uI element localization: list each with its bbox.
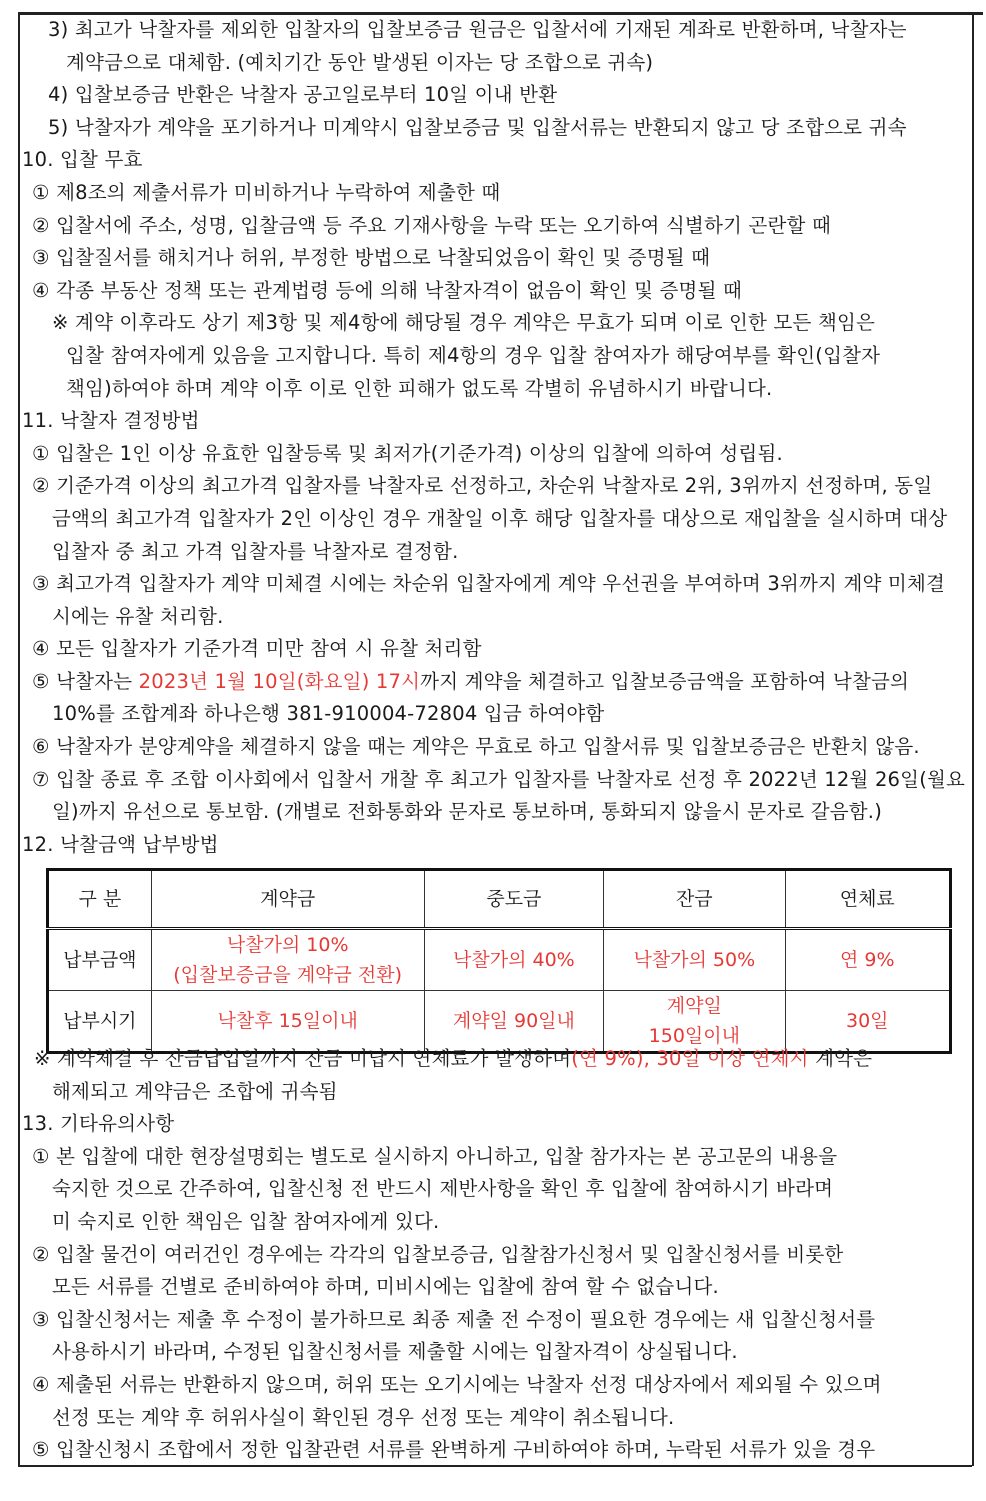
text-line: 일)까지 유선으로 통보함. (개별로 전화통화와 문자로 통보하며, 통화되지 않을시 문자로 갈음함.) (52, 800, 883, 824)
table-cell: 계약일 90일내 (424, 991, 603, 1053)
text-line: 12. 낙찰금액 납부방법 (22, 832, 219, 856)
text-line: ④ 모든 입찰자가 기준가격 미만 참여 시 유찰 처리함 (32, 637, 482, 661)
section-bottom (22, 1108, 966, 1467)
note-line-2: 해제되고 계약금은 조합에 귀속됨 (52, 1079, 338, 1103)
text-line: ② 입찰 물건이 여러건인 경우에는 각각의 입찰보증금, 입찰참가신청서 및 입찰신청서를 비롯한 (32, 1242, 844, 1266)
text-line: ③ 최고가격 입찰자가 계약 미체결 시에는 차순위 입찰자에게 계약 우선권을 부여하며 3위까지 계약 미체결 (32, 572, 946, 596)
text-line: 금액의 최고가격 입찰자가 2인 이상인 경우 개찰일 이후 해당 입찰자를 대상으로 재입찰을 실시하며 대상 (52, 506, 948, 530)
payment-table (46, 868, 952, 1054)
text-line: ② 입찰서에 주소, 성명, 입찰금액 등 주요 기재사항을 누락 또는 오기하여 식별하기 곤란할 때 (32, 213, 831, 237)
text-line: 13. 기타유의사항 (22, 1112, 175, 1136)
table-cell: 낙찰가의 10% (입찰보증금을 계약금 전환) (151, 929, 424, 991)
table-header: 중도금 (424, 870, 603, 929)
text-line: ⑤ 입찰신청시 조합에서 정한 입찰관련 서류를 완벽하게 구비하여야 하며, 누락된 서류가 있을 경우 (32, 1438, 876, 1462)
section-mid (22, 731, 966, 861)
text-line: ※ 계약 이후라도 상기 제3항 및 제4항에 해당될 경우 계약은 무효가 되며 이로 인한 모든 책임은 (52, 311, 876, 335)
document-body-lower (22, 1043, 966, 1467)
item-5-line-2: 10%를 조합계좌 하나은행 381-910004-72804 입금 하여야함 (52, 702, 605, 726)
text-line: ④ 각종 부동산 정책 또는 관계법령 등에 의해 낙찰자격이 없음이 확인 및 증명될 때 (32, 278, 743, 302)
text-line: 모든 서류를 건별로 준비하여야 하며, 미비시에는 입찰에 참여 할 수 없습니다. (52, 1275, 719, 1299)
text-line: 5) 낙찰자가 계약을 포기하거나 미계약시 입찰보증금 및 입찰서류는 반환되지 않고 당 조합으로 귀속 (48, 115, 907, 139)
table-cell: 연 9% (785, 929, 950, 991)
text-line: 3) 최고가 낙찰자를 제외한 입찰자의 입찰보증금 원금은 입찰서에 기재된 계좌로 반환하며, 낙찰자는 (48, 18, 907, 41)
document-body (22, 14, 966, 861)
payment-table-wrapper (46, 868, 952, 1054)
text-line: ③ 입찰질서를 해치거나 허위, 부정한 방법으로 낙찰되었음이 확인 및 증명될 때 (32, 246, 711, 270)
text-line: 사용하시기 바라며, 수정된 입찰신청서를 제출할 시에는 입찰자격이 상실됩니다. (52, 1340, 738, 1364)
text-line: ② 기준가격 이상의 최고가격 입찰자를 낙찰자로 선정하고, 차순위 낙찰자로 2위, 3위까지 선정하며, 동일 (32, 474, 933, 498)
text-line: ① 제8조의 제출서류가 미비하거나 누락하여 제출한 때 (32, 180, 501, 204)
table-header: 계약금 (151, 870, 424, 929)
table-header: 연체료 (785, 870, 950, 929)
table-header: 구 분 (48, 870, 152, 929)
table-cell: 계약일 150일이내 (604, 991, 785, 1053)
text-line: 숙지한 것으로 간주하여, 입찰신청 전 반드시 제반사항을 확인 후 입찰에 참여하시기 바라며 (52, 1177, 834, 1201)
note-highlight: (연 9%), 30일 이상 연체시 (571, 1047, 809, 1070)
table-cell: 낙찰후 15일이내 (151, 991, 424, 1053)
text-line: 미 숙지로 인한 책임은 입찰 참여자에게 있다. (52, 1209, 440, 1233)
table-header: 잔금 (604, 870, 785, 929)
text-line: 4) 입찰보증금 반환은 낙찰자 공고일로부터 10일 이내 반환 (48, 83, 558, 107)
text-line: ③ 입찰신청서는 제출 후 수정이 불가하므로 최종 제출 전 수정이 필요한 경우에는 새 입찰신청서를 (32, 1307, 876, 1331)
text-line: 시에는 유찰 처리함. (52, 604, 224, 628)
text-line: ⑥ 낙찰자가 분양계약을 체결하지 않을 때는 계약은 무효로 하고 입찰서류 및 입찰보증금은 반환치 않음. (32, 735, 920, 759)
text-line: 선정 또는 계약 후 허위사실이 확인된 경우 선정 또는 계약이 취소됩니다. (52, 1405, 675, 1429)
row-label: 납부시기 (48, 991, 152, 1053)
text-line: ① 입찰은 1인 이상 유효한 입찰등록 및 최저가(기준가격) 이상의 입찰에 의하여 성립됨. (32, 441, 783, 465)
text-line: ① 본 입찰에 대한 현장설명회는 별도로 실시하지 아니하고, 입찰 참가자는 본 공고문의 내용을 (32, 1144, 838, 1168)
table-header-row (48, 870, 951, 929)
note-line-1: ※ 계약체결 후 잔금납입일까지 잔금 미납시 연체료가 발생하며(연 9%), 30일 이상 연체시 계약은 (34, 1047, 873, 1070)
table-cell: 30일 (785, 991, 950, 1053)
text-line: ⑦ 입찰 종료 후 조합 이사회에서 입찰서 개찰 후 최고가 입찰자를 낙찰자로 선정 후 2022년 12월 26일(월요 (32, 767, 966, 791)
table-cell: 낙찰가의 50% (604, 929, 785, 991)
table-cell: 낙찰가의 40% (424, 929, 603, 991)
text-line: 입찰자 중 최고 가격 입찰자를 낙찰자로 결정함. (52, 539, 459, 563)
deadline-highlight: 2023년 1월 10일(화요일) 17시 (138, 669, 421, 693)
section-top (22, 14, 966, 666)
item-5-line-1: ⑤ 낙찰자는 2023년 1월 10일(화요일) 17시까지 계약을 체결하고 입찰보증금액을 포함하여 낙찰금의 (32, 669, 910, 693)
text-line: 계약금으로 대체함. (예치기간 동안 발생된 이자는 당 조합으로 귀속) (66, 50, 654, 74)
text-line: 10. 입찰 무효 (22, 148, 143, 172)
row-label: 납부금액 (48, 929, 152, 991)
text-line: 11. 낙찰자 결정방법 (22, 409, 200, 433)
text-line: 입찰 참여자에게 있음을 고지합니다. 특히 제4항의 경우 입찰 참여자가 해당여부를 확인(입찰자 (66, 343, 881, 367)
table-row (48, 929, 951, 991)
text-line: ④ 제출된 서류는 반환하지 않으며, 허위 또는 오기시에는 낙찰자 선정 대상자에서 제외될 수 있으며 (32, 1372, 882, 1396)
text-line: 책임)하여야 하며 계약 이후 이로 인한 피해가 없도록 각별히 유념하시기 바랍니다. (66, 376, 773, 400)
